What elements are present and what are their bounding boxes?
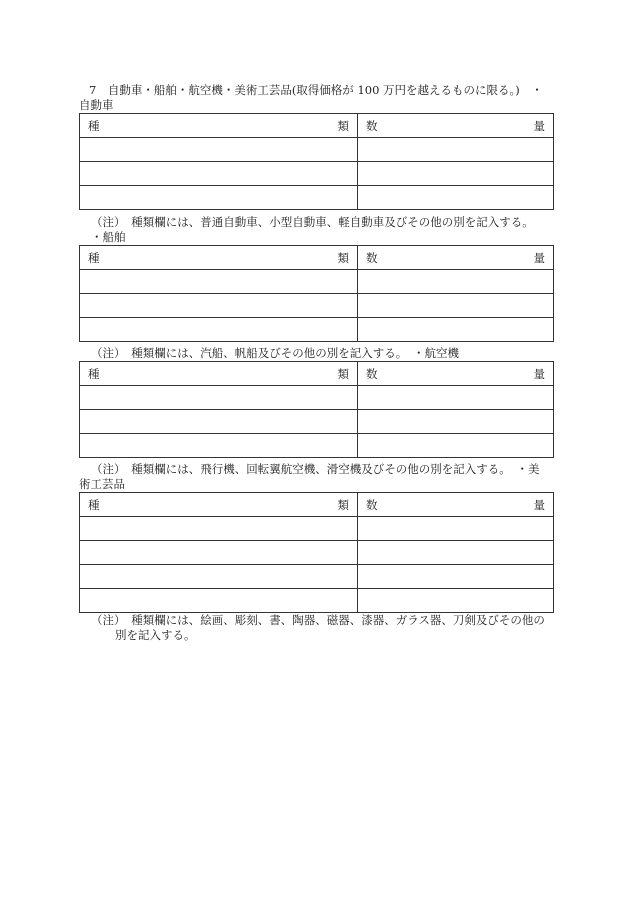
table-row [80,270,554,294]
quantity-header-right: 量 [533,497,545,512]
art-label: 術工芸品 [79,477,125,491]
table-row [80,294,554,318]
quantity-header [358,362,554,386]
quantity-cell[interactable] [358,541,554,565]
table-row [80,541,554,565]
kind-header-right: 類 [337,366,349,381]
table-row [80,434,554,458]
kind-cell[interactable] [80,410,358,434]
kind-cell[interactable] [80,434,358,458]
table-header-row [80,493,554,517]
table-row [80,565,554,589]
kind-header [80,493,358,517]
table-header-row [80,362,554,386]
table-row [80,138,554,162]
automobile-table [79,113,554,210]
kind-header-left: 種 [88,366,100,381]
table-row [80,386,554,410]
kind-header [80,114,358,138]
quantity-header-left: 数 [366,366,378,381]
art-note-continued: 別を記入する。 [115,628,196,642]
aircraft-table [79,361,554,458]
kind-cell[interactable] [80,517,358,541]
kind-cell[interactable] [80,541,358,565]
table-row [80,589,554,613]
quantity-cell[interactable] [358,318,554,342]
quantity-cell[interactable] [358,138,554,162]
quantity-cell[interactable] [358,386,554,410]
table-row [80,318,554,342]
kind-header-left: 種 [88,118,100,133]
automobile-note: （注） 種類欄には、普通自動車、小型自動車、軽自動車及びその他の別を記入する。 [91,215,534,229]
quantity-header-right: 量 [533,250,545,265]
kind-header-right: 類 [337,497,349,512]
quantity-header-left: 数 [366,497,378,512]
art-table [79,492,554,613]
kind-cell[interactable] [80,294,358,318]
quantity-cell[interactable] [358,270,554,294]
quantity-cell[interactable] [358,517,554,541]
kind-cell[interactable] [80,565,358,589]
quantity-cell[interactable] [358,410,554,434]
table-row [80,517,554,541]
quantity-header-right: 量 [533,366,545,381]
kind-header-right: 類 [337,250,349,265]
kind-header-left: 種 [88,497,100,512]
quantity-cell[interactable] [358,565,554,589]
automobile-label: 自動車 [79,98,114,112]
kind-header-right: 類 [337,118,349,133]
kind-cell[interactable] [80,386,358,410]
kind-cell[interactable] [80,186,358,210]
kind-header [80,246,358,270]
kind-header [80,362,358,386]
kind-cell[interactable] [80,318,358,342]
ship-label: ・船舶 [91,230,126,244]
quantity-header-left: 数 [366,250,378,265]
art-note: （注） 種類欄には、絵画、彫刻、書、陶器、磁器、漆器、ガラス器、刀剣及びその他の [91,613,545,627]
ship-note: （注） 種類欄には、汽船、帆船及びその他の別を記入する。 ・航空機 [91,346,459,360]
quantity-header [358,114,554,138]
quantity-header [358,246,554,270]
ship-table [79,245,554,342]
quantity-cell[interactable] [358,186,554,210]
quantity-cell[interactable] [358,434,554,458]
aircraft-note: （注） 種類欄には、飛行機、回転翼航空機、滑空機及びその他の別を記入する。 ・美 [91,462,540,476]
quantity-header-left: 数 [366,118,378,133]
table-header-row [80,114,554,138]
kind-header-left: 種 [88,250,100,265]
table-row [80,186,554,210]
quantity-cell[interactable] [358,294,554,318]
section-heading: 7 自動車・船舶・航空機・美術工芸品(取得価格が 100 万円を越えるものに限る。) ・ [89,83,543,97]
table-row [80,162,554,186]
quantity-header-right: 量 [533,118,545,133]
quantity-cell[interactable] [358,589,554,613]
kind-cell[interactable] [80,589,358,613]
quantity-cell[interactable] [358,162,554,186]
kind-cell[interactable] [80,138,358,162]
quantity-header [358,493,554,517]
table-header-row [80,246,554,270]
table-row [80,410,554,434]
kind-cell[interactable] [80,162,358,186]
kind-cell[interactable] [80,270,358,294]
